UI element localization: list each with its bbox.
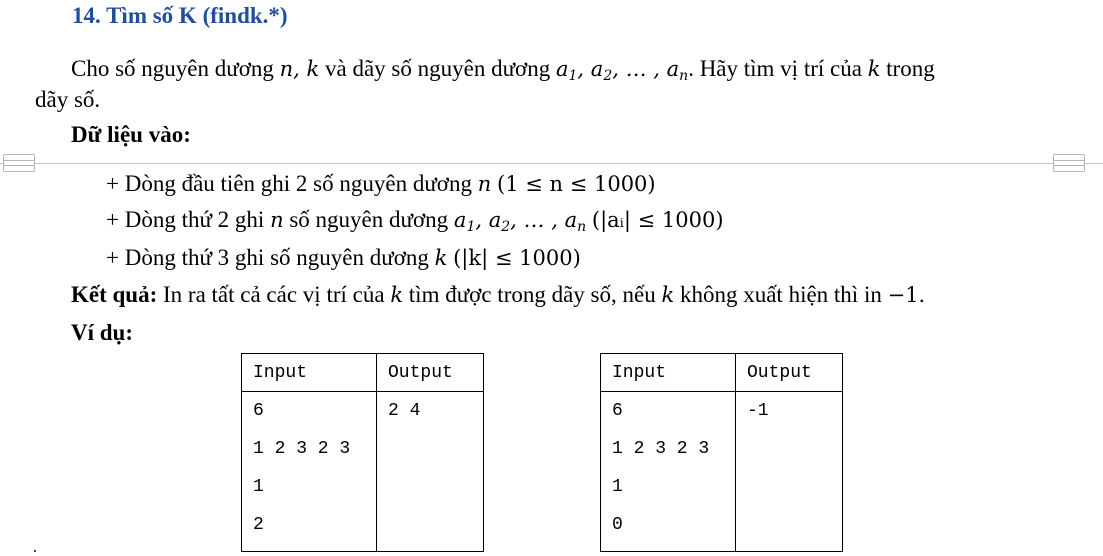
math-sequence-2: $a_1$, $a_2$, … , $a_n$: [453, 208, 587, 235]
math-k: k: [867, 57, 881, 81]
intro-text: Cho số nguyên dương: [71, 56, 274, 81]
example-table-1: [241, 353, 484, 552]
margin-marker-left-icon: [3, 154, 35, 172]
input-header: Input: [242, 354, 377, 392]
intro-text-3: . Hãy tìm vị trí của: [688, 56, 862, 81]
intro-text-4: trong: [886, 56, 935, 81]
input-line-1: + Dòng đầu tiên ghi 2 số nguyên dương n (1 ≤ n ≤ 1000): [106, 171, 656, 196]
intro-line-1: [71, 53, 935, 85]
input-header: Input: [601, 354, 736, 392]
page-dot: [34, 550, 36, 552]
page-break-line: [0, 163, 1103, 164]
output-header: Output: [377, 354, 484, 392]
input-heading: Dữ liệu vào:: [71, 122, 191, 147]
example-heading: Ví dụ:: [71, 320, 133, 345]
intro-line-2: dãy số.: [35, 87, 101, 112]
input-cell: 6 1 2 3 2 3 1 2: [242, 392, 377, 552]
math-sequence: $a_1$, $a_2$, … , $a_n$: [555, 57, 689, 84]
example-table-2: [600, 353, 843, 552]
math-n-k: n, k: [279, 57, 320, 81]
input-line-2: + Dòng thứ 2 ghi n số nguyên dương $a_1$, $a_2$, … , $a_n$ (|aᵢ| ≤ 1000): [106, 207, 724, 235]
output-header: Output: [736, 354, 843, 392]
problem-title: 14. Tìm số K (findk.*): [72, 3, 288, 28]
margin-marker-right-icon: [1053, 154, 1085, 172]
input-cell: 6 1 2 3 2 3 1 0: [601, 392, 736, 552]
input-line-3: + Dòng thứ 3 ghi số nguyên dương k (|k| ≤ 1000): [106, 245, 581, 270]
intro-text-2: và dãy số nguyên dương: [325, 56, 551, 81]
output-cell: -1: [736, 392, 843, 552]
output-description: Kết quả: In ra tất cả các vị trí của k tìm được trong dãy số, nếu k không xuất hiện thì in −1.: [71, 282, 926, 307]
output-cell: 2 4: [377, 392, 484, 552]
